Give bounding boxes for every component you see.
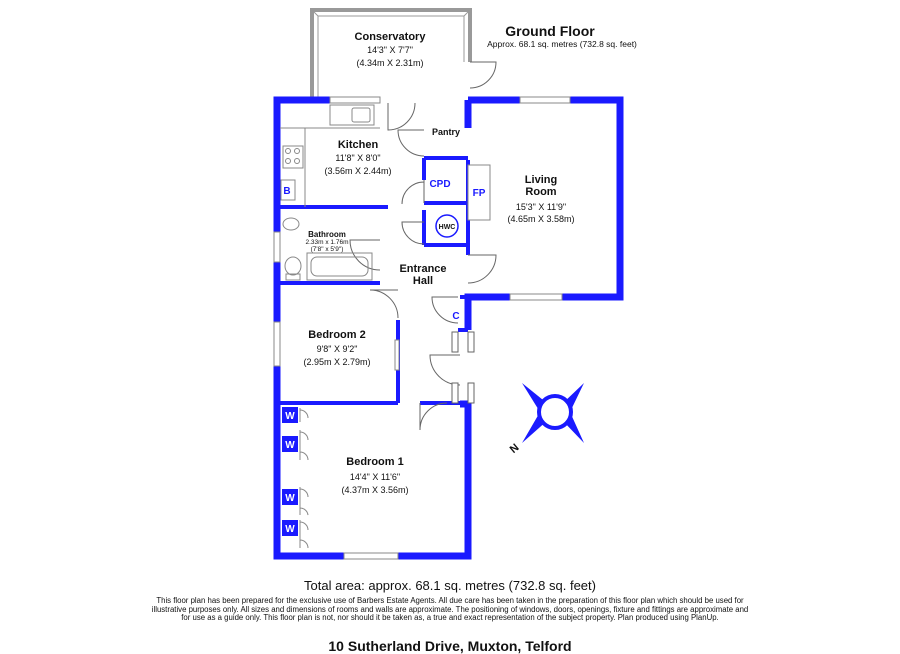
floor-title: Ground Floor <box>505 23 595 39</box>
conservatory-dim-imperial: 14'3" X 7'7" <box>367 45 413 55</box>
wardrobe-label: W <box>285 493 295 504</box>
kitchen-name: Kitchen <box>337 139 379 151</box>
conservatory-dim-metric: (4.34m X 2.31m) <box>356 58 424 68</box>
fireplace-label: FP <box>472 188 486 199</box>
bathroom-name: Bathroom <box>308 230 346 239</box>
bedroom1-dim-metric: (4.37m X 3.56m) <box>341 485 409 495</box>
living-name-line2: Room <box>525 186 557 198</box>
wardrobe-label: W <box>285 440 295 451</box>
living-dim-metric: (4.65m X 3.58m) <box>507 214 575 224</box>
bathroom-dim-imperial: (7'8" x 5'9") <box>310 246 344 253</box>
doors <box>350 62 496 430</box>
bathroom-dim-metric: 2.33m x 1.76m <box>305 239 349 246</box>
bedroom2-dim-metric: (2.95m X 2.79m) <box>303 357 371 367</box>
boiler-label: B <box>283 186 291 197</box>
total-area: Total area: approx. 68.1 sq. metres (732.8 sq. feet) <box>304 578 596 593</box>
living-name-line1: Living <box>524 174 558 186</box>
kitchen-dim-imperial: 11'8" X 8'0" <box>335 153 381 163</box>
entrance-name-line2: Hall <box>412 275 434 287</box>
hwc-label: HWC <box>438 224 456 231</box>
compass-north-label: N <box>507 441 522 456</box>
wardrobe-label: W <box>285 411 295 422</box>
floor-subtitle: Approx. 68.1 sq. metres (732.8 sq. feet) <box>487 39 637 49</box>
wardrobe-label: W <box>285 524 295 535</box>
compass-icon <box>522 383 584 443</box>
bedroom2-name: Bedroom 2 <box>308 329 366 341</box>
cupboard-label: C <box>452 311 460 322</box>
cpd-label: CPD <box>429 179 451 190</box>
living-dim-imperial: 15'3" X 11'9" <box>515 202 567 212</box>
bedroom2-dim-imperial: 9'8" X 9'2" <box>316 344 358 354</box>
wardrobe-tags <box>282 407 298 536</box>
wardrobes <box>300 340 399 548</box>
pantry-name: Pantry <box>431 127 461 137</box>
conservatory-name: Conservatory <box>354 31 426 43</box>
entrance-name-line1: Entrance <box>399 263 447 275</box>
bedroom1-name: Bedroom 1 <box>346 456 404 468</box>
property-address: 10 Sutherland Drive, Muxton, Telford <box>328 638 572 654</box>
kitchen-dim-metric: (3.56m X 2.44m) <box>324 166 392 176</box>
disclaimer: This floor plan has been prepared for the exclusive use of Barbers Estate Agents. All due care has been taken in the preparation of this floor plan which should be used for illustrative purposes only. All sizes and dimensions of rooms and walls are approximate. The positioning of windows, doors, openings, fixture and fittings are approximate and for use as a guide only. This floor plan is not, nor should it be taken as, a true and exact representation of the subject property. Plan produced using PlanUp. <box>151 596 749 623</box>
conservatory-walls <box>312 10 470 100</box>
bedroom1-dim-imperial: 14'4" X 11'6" <box>349 472 401 482</box>
